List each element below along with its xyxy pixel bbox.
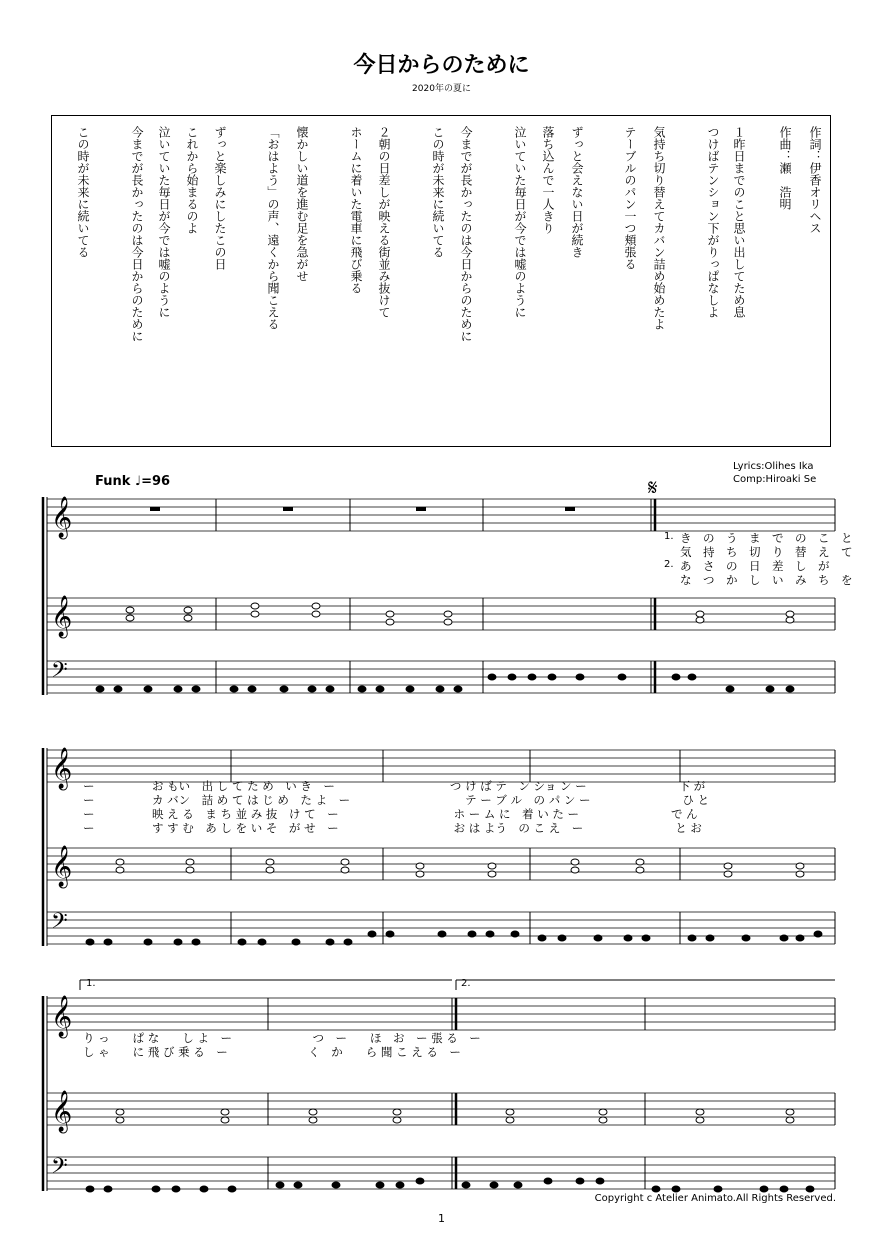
note-head (386, 619, 394, 625)
note-head (438, 931, 446, 937)
note-head (444, 611, 452, 617)
lyric-column: 作曲：瀬 浩明 (778, 126, 792, 210)
treble-clef-icon: 𝄞 (51, 497, 73, 538)
treble-clef-icon: 𝄞 (51, 996, 73, 1037)
lyric-column: １昨日までのこと思い出してため息 (732, 126, 746, 318)
note-head (786, 686, 794, 692)
lyric-column: 今までが長かったのは今日からのために (130, 126, 144, 342)
page-subtitle: 2020年の夏に (412, 84, 471, 94)
note-head (266, 859, 274, 865)
lyric-line: り っ ぱ な し よ ー つ ー ほ お ー 張 る ー (83, 1031, 481, 1045)
note-head (230, 686, 238, 692)
note-head (571, 867, 579, 873)
note-head (696, 617, 704, 623)
note-head (152, 1186, 160, 1192)
copyright: Copyright c Atelier Animato.All Rights Reserved. (594, 1193, 836, 1204)
lyric-column: ずっと会えない日が続き (570, 126, 584, 258)
note-head (488, 863, 496, 869)
note-head (514, 1182, 522, 1188)
note-head (786, 617, 794, 623)
note-head (251, 611, 259, 617)
lyric-column: ホームに着いた電車に飛び乗る (349, 126, 363, 294)
lyric-column: つけばテンション下がりっぱなしよ (706, 126, 720, 318)
note-head (308, 686, 316, 692)
note-head (538, 935, 546, 941)
note-head (796, 863, 804, 869)
note-head (726, 686, 734, 692)
note-head (174, 686, 182, 692)
verse-number: 1. (664, 531, 674, 542)
note-head (652, 1186, 660, 1192)
note-head (344, 939, 352, 945)
note-head (508, 674, 516, 680)
lyric-column: ずっと楽しみにしたこの日 (213, 126, 227, 270)
lyric-column: テーブルのパン一つ頬張る (623, 126, 637, 270)
note-head (796, 871, 804, 877)
note-head (126, 607, 134, 613)
lyric-column: ２朝の日差しが映える街並み抜けて (377, 126, 391, 318)
note-head (544, 1178, 552, 1184)
note-head (528, 674, 536, 680)
note-head (144, 939, 152, 945)
lyric-column: これから始まるのよ (185, 126, 199, 234)
note-head (416, 871, 424, 877)
note-head (104, 939, 112, 945)
lyric-column: 作詞：伊香オリヘス (808, 126, 822, 234)
note-head (696, 1109, 704, 1115)
note-head (796, 935, 804, 941)
note-head (696, 611, 704, 617)
note-head (454, 686, 462, 692)
note-head (786, 1117, 794, 1123)
note-head (332, 1182, 340, 1188)
lyric-column: 「おはよう」の声、遠くから聞こえる (266, 126, 280, 330)
lyric-line: な つ か し い み ち を (680, 573, 853, 587)
note-head (636, 867, 644, 873)
note-head (642, 935, 650, 941)
note-head (294, 1182, 302, 1188)
note-head (86, 939, 94, 945)
note-head (116, 1117, 124, 1123)
note-head (624, 935, 632, 941)
lyric-column: 泣いていた毎日が今では嘘のように (157, 126, 171, 318)
tempo-style: Funk (95, 474, 131, 489)
note-head (258, 939, 266, 945)
note-head (144, 686, 152, 692)
segno-icon: 𝄋 (648, 476, 658, 501)
lyric-line: ー お もい 出 し て た め い き ー つ け ば テ ン ショ ン ー 下 が (83, 779, 706, 793)
note-head (742, 935, 750, 941)
note-head (248, 686, 256, 692)
note-head (672, 1186, 680, 1192)
lyric-column: 落ち込んで一人きり (541, 126, 555, 234)
note-head (780, 935, 788, 941)
note-head (186, 867, 194, 873)
bass-clef-icon: 𝄢 (51, 1154, 68, 1184)
note-head (376, 1182, 384, 1188)
composer-credit: Comp:Hiroaki Se (733, 474, 817, 485)
note-head (596, 1178, 604, 1184)
note-head (341, 867, 349, 873)
note-head (571, 859, 579, 865)
tempo-bpm: =96 (141, 474, 171, 489)
whole-rest (283, 507, 293, 511)
note-head (688, 674, 696, 680)
lyric-column: 今までが長かったのは今日からのために (459, 126, 473, 342)
note-head (786, 1109, 794, 1115)
page-number: 1 (438, 1212, 445, 1225)
note-head (192, 939, 200, 945)
note-head (416, 1178, 424, 1184)
lyric-column: この時が未来に続いてる (76, 126, 90, 258)
note-head (221, 1109, 229, 1115)
note-head (436, 686, 444, 692)
note-head (116, 859, 124, 865)
note-head (184, 615, 192, 621)
note-head (786, 611, 794, 617)
note-head (766, 686, 774, 692)
note-head (358, 686, 366, 692)
note-head (760, 1186, 768, 1192)
note-head (488, 871, 496, 877)
whole-rest (150, 507, 160, 511)
note-head (488, 674, 496, 680)
note-head (386, 611, 394, 617)
note-head (292, 939, 300, 945)
note-head (104, 1186, 112, 1192)
note-head (724, 863, 732, 869)
note-head (396, 1182, 404, 1188)
lyric-line: き の う ま で の こ と (680, 531, 853, 545)
bass-clef-icon: 𝄢 (51, 658, 68, 688)
lyric-line: し ゃ に 飛 び 乗 る ー く か ら 聞 こ え る ー (83, 1045, 461, 1059)
verse-number: 2. (664, 559, 674, 570)
lyric-line: ー カ バン 詰 め て は じ め た よ ー テ ー ブ ル の パ ン ー ひ と (83, 793, 710, 807)
note-head (184, 607, 192, 613)
treble-clef-icon: 𝄞 (51, 596, 73, 637)
note-head (416, 863, 424, 869)
note-head (86, 1186, 94, 1192)
note-head (688, 935, 696, 941)
note-head (486, 931, 494, 937)
note-head (238, 939, 246, 945)
note-head (192, 686, 200, 692)
note-head (490, 1182, 498, 1188)
note-head (576, 1178, 584, 1184)
note-head (228, 1186, 236, 1192)
lyric-column: 泣いていた毎日が今では嘘のように (513, 126, 527, 318)
lyric-column: この時が未来に続いてる (431, 126, 445, 258)
whole-rest (565, 507, 575, 511)
note-head (386, 931, 394, 937)
note-head (806, 1186, 814, 1192)
note-head (406, 686, 414, 692)
note-head (251, 603, 259, 609)
note-head (186, 859, 194, 865)
note-head (266, 867, 274, 873)
lyrics-credit: Lyrics:Olihes Ika (733, 461, 814, 472)
note-head (200, 1186, 208, 1192)
note-head (618, 674, 626, 680)
note-head (506, 1109, 514, 1115)
note-head (280, 686, 288, 692)
page-title: 今日からのために (353, 53, 530, 78)
treble-clef-icon: 𝄞 (51, 846, 73, 887)
lyric-line: ー す す む あ し を い そ が せ ー お は よう の こ え ー と お (83, 821, 702, 835)
note-head (714, 1186, 722, 1192)
whole-rest (416, 507, 426, 511)
lyric-column: 懐かしい道を進む足を急がせ (295, 126, 309, 282)
lyric-column: 気持ち切り替えてカバン詰め始めたよ (652, 126, 666, 330)
note-head (172, 1186, 180, 1192)
treble-clef-icon: 𝄞 (51, 748, 73, 789)
note-head (548, 674, 556, 680)
ending-number: 2. (461, 978, 471, 989)
note-head (696, 1117, 704, 1123)
note-head (444, 619, 452, 625)
note-head (368, 931, 376, 937)
lyric-line: 気 持 ち 切 り 替 え て (680, 545, 853, 559)
treble-clef-icon: 𝄞 (51, 1091, 73, 1132)
lyric-line: ー 映 え る ま ち 並 み 抜 け て ー ホ ー ム に 着 い た ー で ん (83, 807, 698, 821)
note-head (594, 935, 602, 941)
bass-clef-icon: 𝄢 (51, 909, 68, 939)
note-head (341, 859, 349, 865)
note-head (221, 1117, 229, 1123)
note-head (309, 1109, 317, 1115)
note-head (174, 939, 182, 945)
note-head (312, 603, 320, 609)
note-head (116, 867, 124, 873)
note-head (599, 1109, 607, 1115)
note-head (393, 1117, 401, 1123)
note-head (576, 674, 584, 680)
note-head (724, 871, 732, 877)
note-head (672, 674, 680, 680)
note-head (312, 611, 320, 617)
note-head (636, 859, 644, 865)
lyric-line: あ さ の 日 差 し が (680, 559, 830, 573)
note-head (558, 935, 566, 941)
note-head (326, 939, 334, 945)
note-head (114, 686, 122, 692)
note-head (126, 615, 134, 621)
note-head (506, 1117, 514, 1123)
note-head (706, 935, 714, 941)
note-head (376, 686, 384, 692)
note-head (599, 1117, 607, 1123)
note-head (511, 931, 519, 937)
note-head (116, 1109, 124, 1115)
note-head (468, 931, 476, 937)
note-head (780, 1186, 788, 1192)
note-head (309, 1117, 317, 1123)
note-head (814, 931, 822, 937)
note-head (96, 686, 104, 692)
ending-number: 1. (86, 978, 96, 989)
quarter-note-icon: ♩ (134, 474, 142, 489)
note-head (462, 1182, 470, 1188)
note-head (276, 1182, 284, 1188)
note-head (326, 686, 334, 692)
note-head (393, 1109, 401, 1115)
